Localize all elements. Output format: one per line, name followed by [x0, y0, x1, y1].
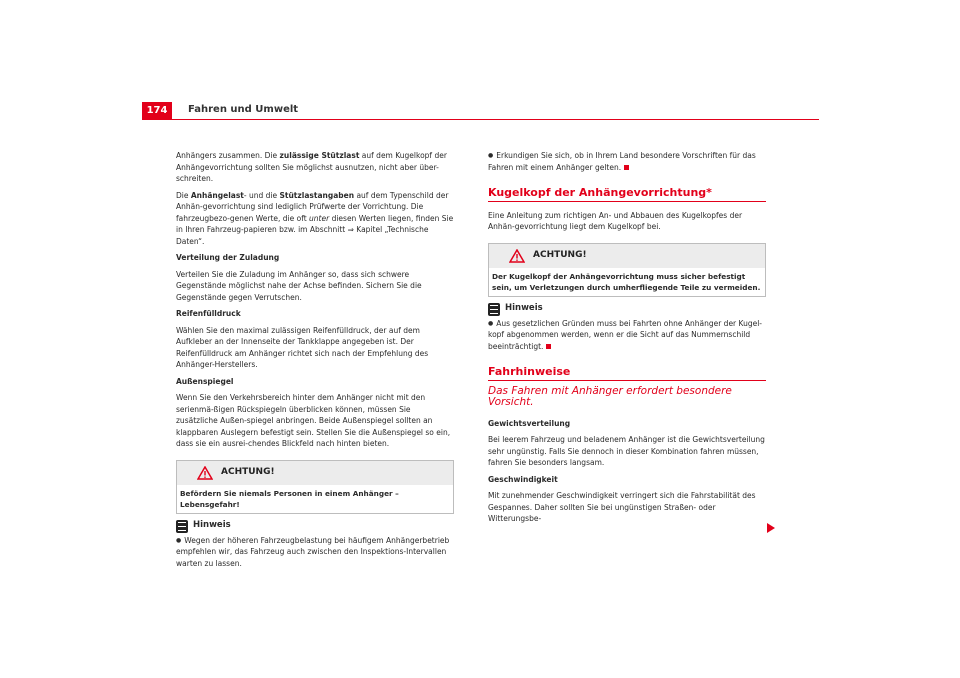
- warning-header: [177, 461, 453, 485]
- bullet-icon: [176, 536, 184, 545]
- bullet-item: ● Erkundigen Sie sich, ob in Ihrem Land besondere Vorschriften für das Fahren mit einem Anhänger gelten.: [488, 150, 766, 173]
- note-icon: [488, 303, 500, 316]
- bullet-icon: [488, 319, 496, 328]
- section-motto: Das Fahren mit Anhänger erfordert besondere Vorsicht.: [488, 384, 732, 408]
- paragraph-spiegel: Wenn Sie den Verkehrsbereich hinter dem Anhänger nicht mit den serienmä-ßigen Rückspiegeln überblicken können, müssen Sie zusätzliche Außen-spiegel anbringen. Beide Außenspiegel sollten an klappbaren Auslegern befestigt sein. Stellen Sie die Außenspiegel so ein, dass sie ein ausrei-chendes Blickfeld nach hinten bieten.: [176, 393, 451, 448]
- arrow-right-icon[interactable]: [766, 522, 776, 534]
- paragraph-kugelkopf: Eine Anleitung zum richtigen An- und Abbauen des Kugelkopfes der Anhän-gevorrichtung liegt dem Kugelkopf bei.: [488, 210, 743, 231]
- running-title: Fahren und Umwelt: [188, 104, 299, 115]
- bullet-icon: [488, 151, 496, 160]
- subheading-spiegel: Außenspiegel: [176, 376, 234, 386]
- section-title-fahrhinweise: Fahrhinweise: [488, 365, 571, 378]
- end-square-icon: [624, 165, 629, 170]
- header-rule: [142, 119, 819, 120]
- warning-box: [488, 243, 766, 297]
- warning-triangle-icon: [509, 249, 525, 263]
- warning-text: Der Kugelkopf der Anhängevorrichtung muss sicher befestigt sein, um Verletzungen durch umherfliegende Teile zu vermeiden.: [492, 271, 761, 292]
- paragraph-geschwindigkeit: Mit zunehmender Geschwindigkeit verringert sich die Fahrstabilität des Gespannes. Daher sollten Sie bei ungünstigen Straßen- oder Witterungsbe-: [488, 491, 756, 523]
- section-title-kugelkopf: Kugelkopf der Anhängevorrichtung*: [488, 186, 712, 199]
- note-item: ● Aus gesetzlichen Gründen muss bei Fahrten ohne Anhänger der Kugel-kopf abgenommen werden, wenn er die Sicht auf das Nummernschild beeinträchtigt.: [488, 318, 766, 353]
- right-column: [488, 150, 766, 530]
- warning-header: [489, 244, 765, 268]
- subheading-reifen: Reifenfülldruck: [176, 309, 241, 318]
- subheading-geschwindigkeit: Geschwindigkeit: [488, 474, 558, 484]
- paragraph-gewicht: Bei leerem Fahrzeug und beladenem Anhänger ist die Gewichtsverteilung sehr ungünstig. Falls Sie dennoch in dieser Kombination fahren müssen, fahren Sie besonders langsam.: [488, 435, 765, 467]
- note-item: ● Wegen der höheren Fahrzeugbelastung bei häufigem Anhängerbetrieb empfehlen wir, das Fahrzeug auch zwischen den Inspektions-Intervallen warten zu lassen.: [176, 535, 454, 570]
- note-header: [488, 303, 766, 316]
- warning-triangle-icon: [197, 466, 213, 480]
- paragraph-anhaengelast: Die Anhängelast- und die Stützlastangaben auf dem Typenschild der Anhän-gevorrichtung sind lediglich Prüfwerte der Vorrichtung. Die fahrzeugbezo-genen Werte, die oft unter diesen Werten liegen, finden Sie in Ihren Fahrzeug-papieren bzw. im Abschnitt ⇒ Kapitel „Technische Daten“.: [176, 190, 454, 246]
- note-header: [176, 520, 454, 533]
- paragraph-stuetzlast: Anhängers zusammen. Die zulässige Stützlast auf dem Kugelkopf der Anhängevorrichtung sollten Sie möglichst ausnutzen, nicht aber über-schreiten.: [176, 151, 447, 183]
- subheading-zuladung: Verteilung der Zuladung: [176, 253, 280, 262]
- section-rule: [488, 201, 766, 202]
- page-number: 174: [142, 102, 172, 120]
- warning-text: Befördern Sie niemals Personen in einem Anhänger – Lebensgefahr!: [180, 488, 399, 509]
- section-rule: [488, 380, 766, 381]
- note-icon: [176, 520, 188, 533]
- left-column: [176, 150, 454, 574]
- warning-title: ACHTUNG!: [533, 249, 587, 260]
- paragraph-zuladung: Verteilen Sie die Zuladung im Anhänger so, dass sich schwere Gegenstände möglichst nahe der Achse befinden. Sichern Sie die Gegenstände gegen Verrutschen.: [176, 269, 422, 302]
- end-square-icon: [546, 344, 551, 349]
- subheading-gewicht: Gewichtsverteilung: [488, 418, 571, 428]
- warning-box: [176, 460, 454, 514]
- warning-title: ACHTUNG!: [221, 466, 275, 477]
- note-title: Hinweis: [193, 520, 231, 531]
- note-title: Hinweis: [505, 303, 543, 314]
- paragraph-reifen: Wählen Sie den maximal zulässigen Reifenfülldruck, der auf dem Aufkleber an der Innenseite der Tankklappe angegeben ist. Der Reifenfülldruck am Anhänger richtet sich nach der Empfehlung des Anhänger-Herstellers.: [176, 325, 429, 369]
